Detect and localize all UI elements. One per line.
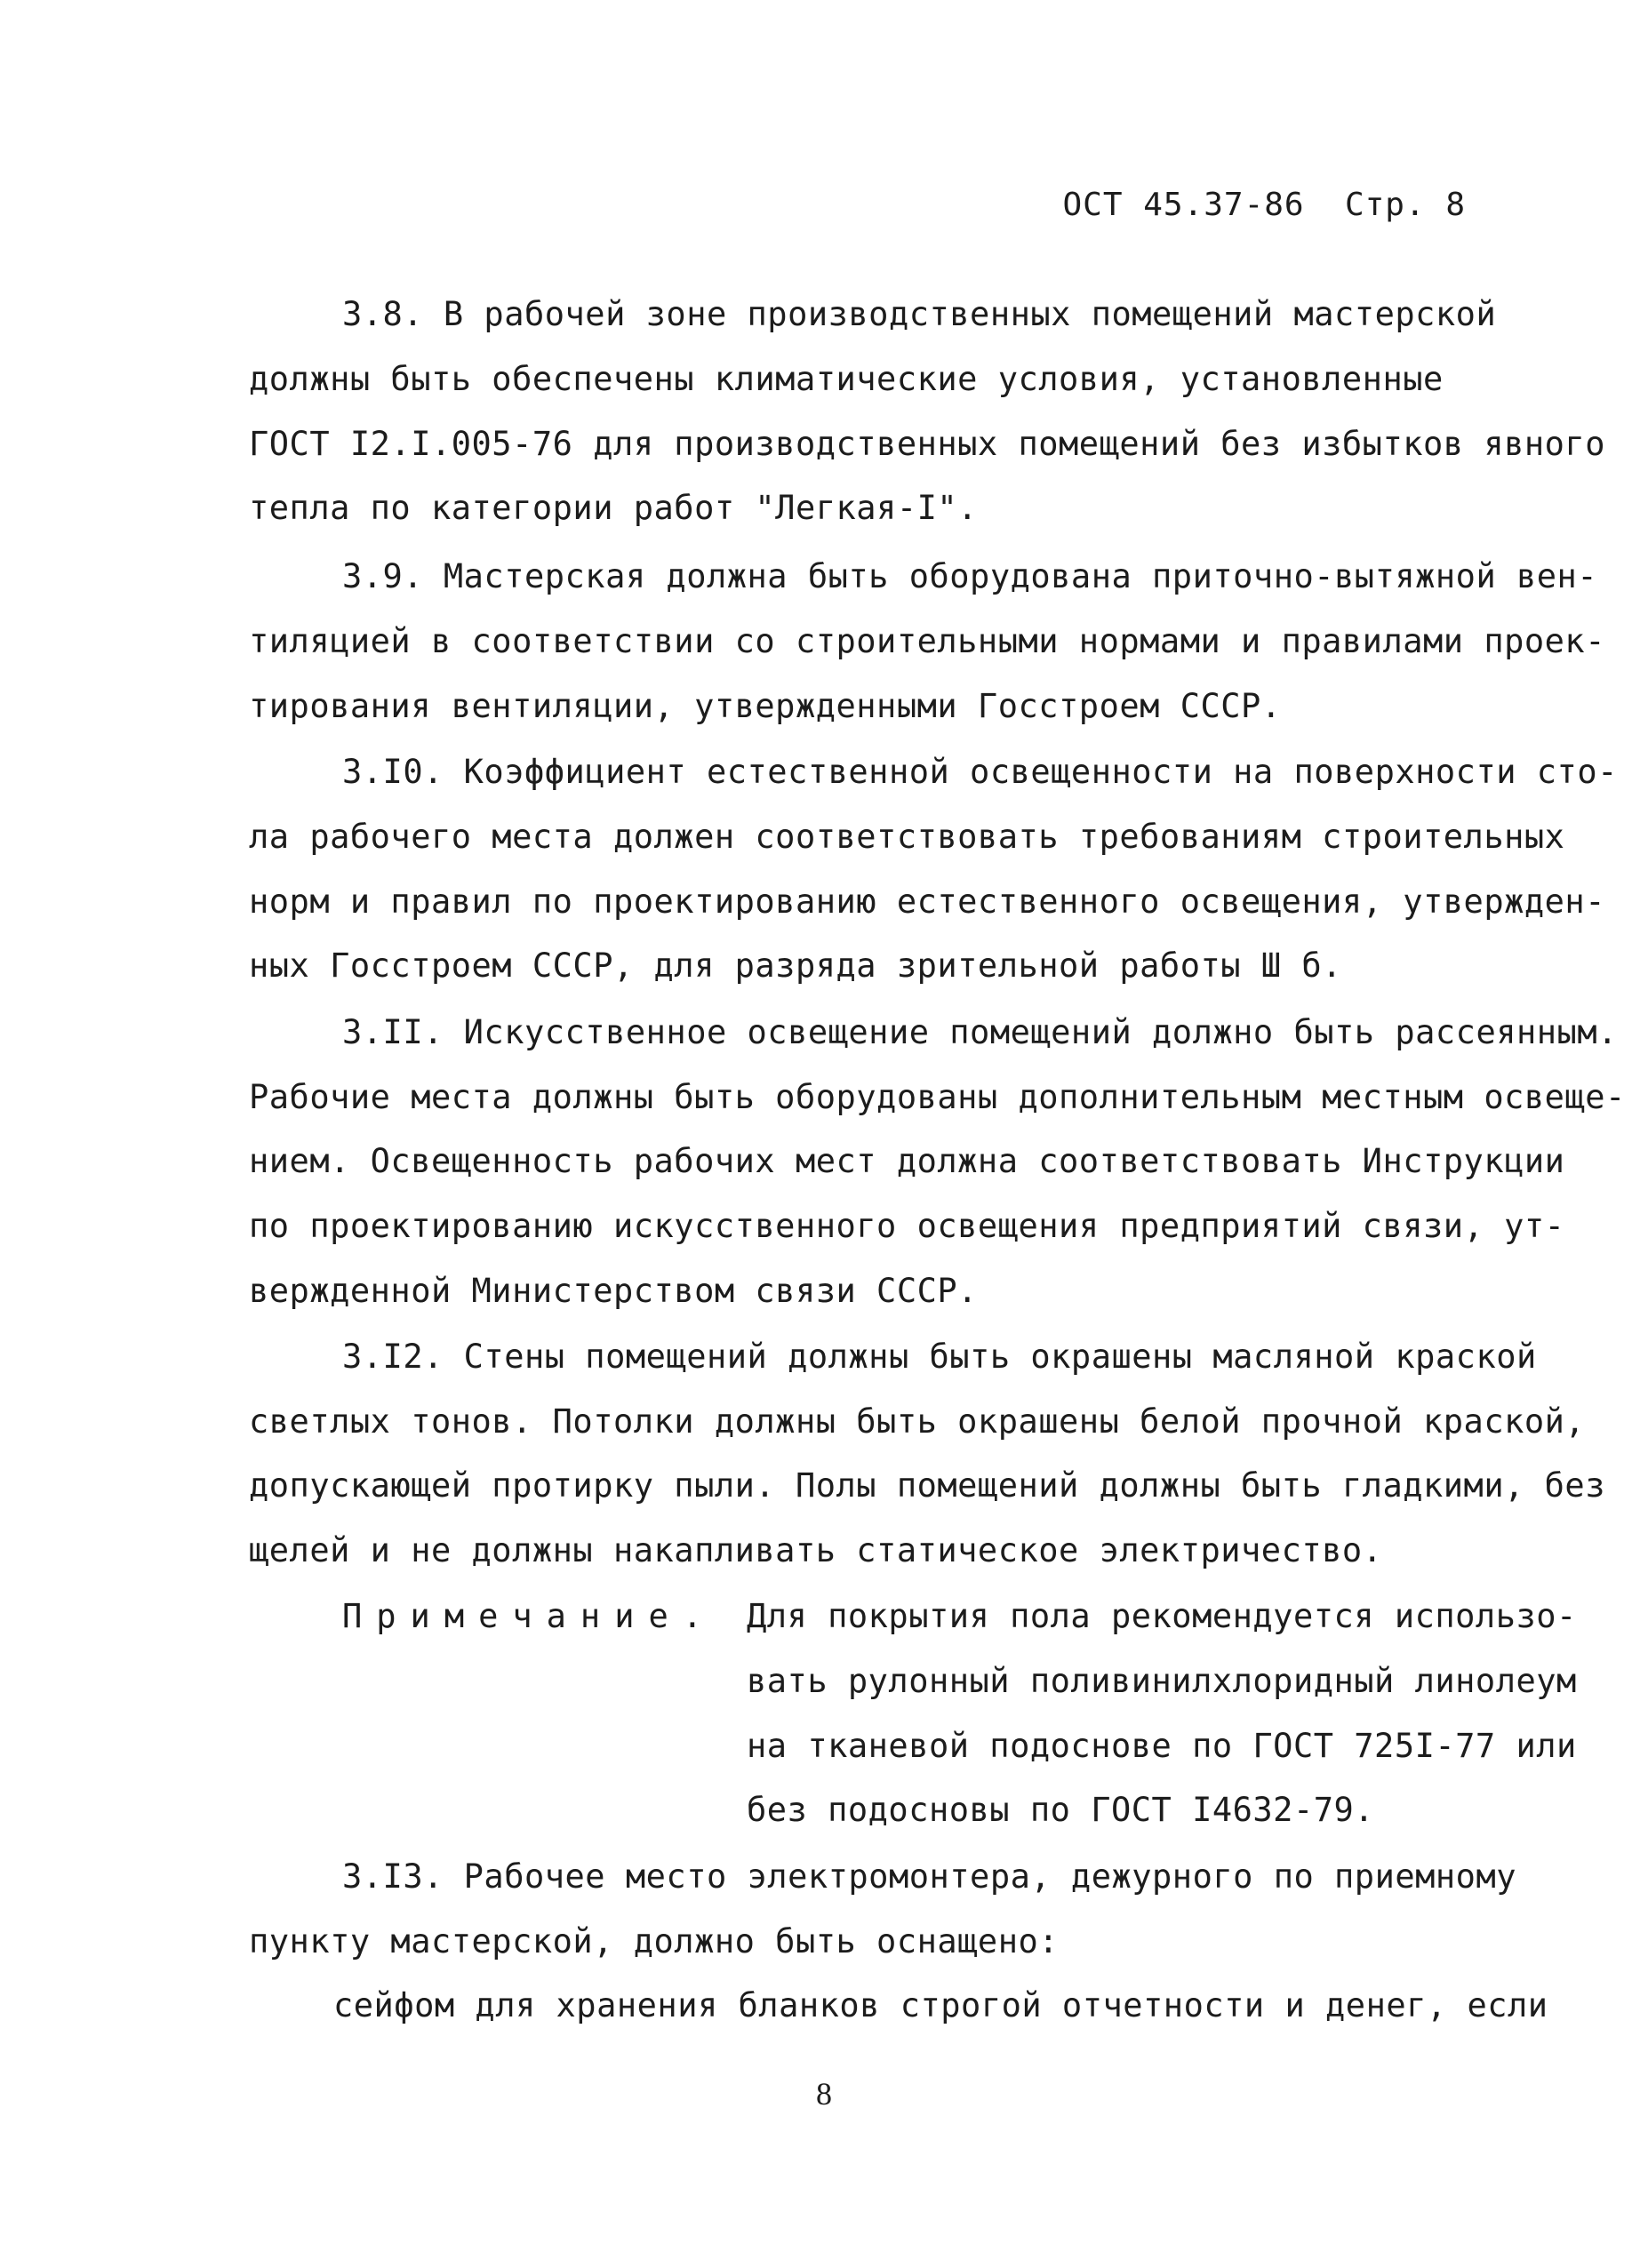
paragraph-line: сейфом для хранения бланков строгой отчетности и денег, если: [333, 1986, 1548, 2024]
paragraph-line: тиляцией в соответствии со строительными нормами и правилами проек-: [249, 622, 1605, 660]
page-header: [1063, 187, 1467, 223]
paragraph-line: 3.I0. Коэффициент естественной освещенности на поверхности сто-: [342, 753, 1618, 791]
paragraph-line: допускающей протирку пыли. Полы помещений должны быть гладкими, без: [249, 1466, 1605, 1505]
note-label: Примечание.: [342, 1597, 717, 1635]
paragraph-line: нием. Освещенность рабочих мест должна соответствовать Инструкции: [249, 1142, 1565, 1180]
paragraph-line: тирования вентиляции, утвержденными Госстроем СССР.: [249, 687, 1282, 725]
paragraph-line: Рабочие места должны быть оборудованы дополнительным местным освеще-: [249, 1078, 1626, 1116]
page-label: Стр. 8: [1344, 187, 1466, 223]
paragraph-line: 3.9. Мастерская должна быть оборудована приточно-вытяжной вен-: [342, 557, 1598, 595]
paragraph-line: ла рабочего места должен соответствовать требованиям строительных: [249, 818, 1565, 856]
paragraph-line: норм и правил по проектированию естественного освещения, утвержден-: [249, 882, 1605, 921]
paragraph-line: ных Госстроем СССР, для разряда зрительной работы Ш б.: [249, 946, 1342, 985]
paragraph-line: по проектированию искусственного освещения предприятий связи, ут-: [249, 1207, 1565, 1245]
note-line: без подосновы по ГОСТ I4632-79.: [747, 1791, 1375, 1829]
paragraph-line: щелей и не должны накапливать статическое электричество.: [249, 1531, 1383, 1569]
paragraph-line: 3.II. Искусственное освещение помещений должно быть рассеянным.: [342, 1013, 1618, 1051]
paragraph-line: должны быть обеспечены климатические условия, установленные: [249, 360, 1444, 398]
paragraph-line: ГОСТ I2.I.005-76 для производственных помещений без избытков явного: [249, 425, 1605, 463]
note-line: вать рулонный поливинилхлоридный линолеум: [747, 1662, 1577, 1700]
note-line: Для покрытия пола рекомендуется использо-: [747, 1597, 1577, 1635]
paragraph-line: вержденной Министерством связи СССР.: [249, 1272, 978, 1310]
paragraph-line: 3.I2. Стены помещений должны быть окрашены масляной краской: [342, 1338, 1537, 1376]
paragraph-line: тепла по категории работ "Легкая-I".: [249, 489, 978, 527]
paragraph-line: 3.8. В рабочей зоне производственных помещений мастерской: [342, 295, 1497, 333]
page-number: 8: [816, 2076, 832, 2112]
paragraph-line: 3.I3. Рабочее место электромонтера, дежурного по приемному: [342, 1857, 1517, 1896]
paragraph-line: пункту мастерской, должно быть оснащено:: [249, 1922, 1060, 1961]
paragraph-line: светлых тонов. Потолки должны быть окрашены белой прочной краской,: [249, 1402, 1586, 1441]
note-line: на тканевой подоснове по ГОСТ 725I-77 или: [747, 1727, 1577, 1765]
doc-code: ОСТ 45.37-86: [1062, 187, 1305, 223]
